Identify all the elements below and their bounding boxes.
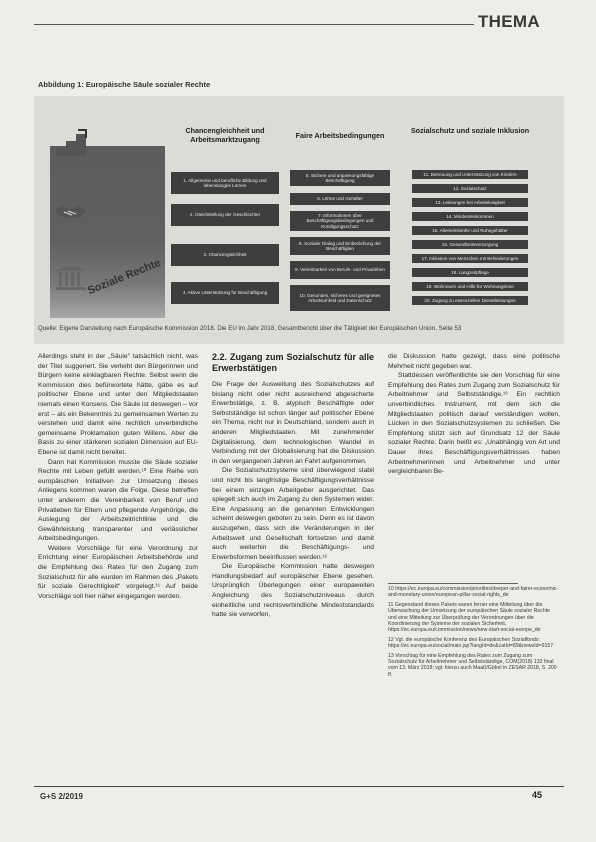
text-column-left bbox=[38, 352, 198, 601]
pillar-item-17: 17. Inklusion von Menschen mit Behinderungen bbox=[412, 254, 528, 263]
pillar-item-8: 8. Sozialer Dialog und Einbeziehung der Beschäftigten bbox=[290, 237, 390, 255]
rising-stairs-icon bbox=[52, 128, 90, 158]
paragraph: Die Europäische Kommission hatte deswegen Handlungsbedarf auf europäischer Ebene gesehen. Ursprünglich Überlegungen einer europaweiten Angleichung des Sozialschutzniveaus durch einheitliche und rechtsverbindliche Mindeststandards hatte sie verworfen, bbox=[212, 563, 374, 619]
pillar-item-12: 12. Sozialschutz bbox=[412, 184, 528, 193]
columns-building-icon bbox=[52, 262, 90, 292]
pillar-item-10: 10. Gesundes, sicheres und geeignetes Arbeitsumfeld und Datenschutz bbox=[290, 285, 390, 311]
footnotes bbox=[388, 586, 560, 681]
text-column-right bbox=[388, 352, 560, 477]
figure-column-head-1: Chancengleichheit und Arbeitsmarktzugang bbox=[185, 126, 265, 144]
section-title: 2.2. Zugang zum Sozialschutz für alle Erwerbstätigen bbox=[212, 352, 374, 373]
pillar-label: Soziale Rechte bbox=[86, 256, 163, 298]
pillar-item-19: 19. Wohnraum und Hilfe für Wohnungslose bbox=[412, 282, 528, 291]
pillar-item-14: 14. Mindesteinkommen bbox=[412, 212, 528, 221]
footnote-rule bbox=[388, 583, 518, 584]
paragraph: Weitere Vorschläge für eine Verordnung zur Errichtung einer Europäischen Arbeitsbehörde und die Empfehlung des Rates für den Zugang zum Sozialschutz für alle wurden im Rahmen des „Pakets für soziale Gerechtigkeit“ vorgelegt.¹¹ Auf beide Vorschläge soll hier näher eingegangen werden. bbox=[38, 544, 198, 600]
pillar-item-4: 4. Aktive Unterstützung für Beschäftigung bbox=[171, 282, 279, 304]
figure-column-head-3: Sozialschutz und soziale Inklusion bbox=[410, 126, 530, 135]
pillar-item-18: 18. Langzeitpflege bbox=[412, 268, 528, 277]
pillar-item-2: 2. Gleichstellung der Geschlechter bbox=[171, 204, 279, 226]
footnote: 13 Vorschlag für eine Empfehlung des Rates zum Zugang zum Sozialschutz für Arbeitnehmer und Selbstständige, COM(2018) 132 final vom 13. März 2018; vgl. hierzu auch Maaß/Göbel in ZESAR 2018, S. 200 ff. bbox=[388, 652, 557, 678]
figure-source: Quelle: Eigene Darstellung nach Europäische Kommission 2018. Die EU im Jahr 2018, Gesamtbericht über die Tätigkeit der Europäischen Union, Seite 53 bbox=[38, 325, 462, 332]
footnote: 10 https://ec.europa.eu/commission/priorities/deeper-and-fairer-economic-and-monetary-union/european-pillar-social-rights_de bbox=[388, 586, 559, 599]
pillar-item-7: 7. Informationen über Beschäftigungsbedingungen und Kündigungsschutz bbox=[290, 211, 390, 231]
journal-issue: G+S 2/2019 bbox=[40, 792, 83, 801]
pillar-item-13: 13. Leistungen bei Arbeitslosigkeit bbox=[412, 198, 528, 207]
paragraph: Die Sozialschutzsysteme sind überwiegend stabil und nicht bis langfristige Beschäftigungsverhältnisse bei einem einzigen Arbeitgeber ausgerichtet. Das spiegelt sich auch im Zugang zu den Systemen wider. Eine Anpassung an die genannten Entwicklungen scheint deswegen geboten zu sein. Denn es ist davon auszugehen, dass sich die Veränderungen in der Arbeitswelt und Gesellschaft fortsetzen und damit auch weiterhin die Beschäftigungs- und Erwerbsformen beeinflussen werden.¹² bbox=[212, 467, 374, 561]
paragraph: Dann hat Kommission musste die Säule sozialer Rechte mit Leben gefüllt werden.¹⁰ Eine Reihe von europäischen Initiativen zur Umsetzung dieses Anliegens kommen waren die Folge. Diese betreffen unter anderem die Vereinbarkeit von Beruf und Privatleben für Eltern und pflegende Angehörige, die Auslegung der Arbeitszeitrichtlinie und die Gewährleistung transparenter und verlässlicher Arbeitsbedingungen. bbox=[38, 458, 198, 543]
header-rule bbox=[34, 24, 474, 25]
figure-title: Abbildung 1: Europäische Säule sozialer Rechte bbox=[38, 80, 211, 89]
section-heading: THEMA bbox=[478, 12, 540, 31]
footer-rule bbox=[34, 786, 564, 787]
page-number: 45 bbox=[532, 790, 543, 800]
pillar-item-11: 11. Betreuung und Unterstützung von Kindern bbox=[412, 170, 528, 179]
pillar-item-6: 6. Löhne und Gehälter bbox=[290, 193, 390, 205]
handshake-icon bbox=[52, 196, 90, 226]
pillar-item-9: 9. Vereinbarkeit von Berufs- und Privatleben bbox=[290, 261, 390, 279]
footnote: 11 Gegenstand dieses Pakets waren ferner eine Mitteilung über die Überwachung der Umsetzung der europäischen Säule sozialer Rechte und eine Mitteilung zur Überprüfung der Verordnungen über die Koordinierung der Systeme der sozialen Sicherheit, https://ec.europa.eu/commission/news/new-start-social-europe_de bbox=[388, 601, 551, 634]
footnote: 12 Vgl. die europäische Konferenz des Europäischen Sozialfonds: https://ec.europa.eu/social/main.jsp?langId=de&catId=89&newsId=9157 bbox=[388, 636, 554, 650]
paragraph: Die Frage der Ausweitung des Sozialschutzes auf bislang nicht oder nicht ausreichend abgesicherte Erwerbstätige, z. B. atypisch Beschäftigte oder Selbstständige ist schon länger auf politischer Ebene ein Thema, nicht nur in Deutschland, sondern auch in anderen Mitgliedstaaten. Mit zunehmender Digitalisierung, dem technologischen Wandel in Verbindung mit der Globalisierung hat die Diskussion in den vergangenen Jahren an Fahrt aufgenommen. bbox=[212, 381, 374, 465]
paragraph: Stattdessen veröffentlichte sie den Vorschlag für eine Empfehlung des Rates zum Zugang zum Sozialschutz für Arbeitnehmer und Selbstständige.¹³ Ein rechtlich unverbindliches Instrument, mit dem sich die Mitgliedstaaten politisch darauf verständigen wollen, Lücken in den Sozialschutzsystemen zu schließen. Die Empfehlung stützt sich auf Grundsatz 12 der Säule sozialer Rechte. Darin heißt es: „Unabhängig von Art und Dauer ihres Beschäftigungsverhältnisses haben Arbeitnehmerinnen und Arbeitnehmer und unter vergleichbaren Be- bbox=[388, 372, 560, 476]
pillar-bar bbox=[50, 146, 165, 318]
pillar-item-3: 3. Chancengleichheit bbox=[171, 244, 279, 266]
pillar-item-15: 15. Alterseinkünfte und Ruhegehälter bbox=[412, 226, 528, 235]
pillar-item-1: 1. Allgemeine und berufliche Bildung und lebenslanges Lernen bbox=[171, 172, 279, 194]
pillar-item-20: 20. Zugang zu essenziellen Dienstleistungen bbox=[412, 296, 528, 305]
paragraph: die Diskussion hatte gezeigt, dass eine politische Mehrheit nicht gegeben war. bbox=[388, 353, 560, 370]
pillar-item-16: 16. Gesundheitsversorgung bbox=[412, 240, 528, 249]
pillar-item-5: 5. Sichere und anpassungsfähige Beschäftigung bbox=[290, 170, 390, 186]
paragraph: Allerdings steht in der „Säule“ tatsächlich nicht, was der Titel suggeriert. Sie verleiht den Bürgerinnen und Bürgern keine einklagbaren Rechte. Selbst wenn die Kommission dies befürwortete hätte, gäbe es auf politischer Ebene und unter den Mitgliedstaaten niemals einen Konsens. Die Säule ist deswegen – vor erst – als ein Bekenntnis zu gemeinsamen Werten zu verstehen und damit eine rechtlich unverbindliche gemeinsame Proklamation guten Willens. Aber die Basis zu einer stärkeren sozialen Dimension auf EU-Ebene ist damit nicht bereitet. bbox=[38, 353, 198, 456]
text-column-middle bbox=[212, 352, 374, 620]
figure-column-head-2: Faire Arbeitsbedingungen bbox=[295, 131, 385, 140]
